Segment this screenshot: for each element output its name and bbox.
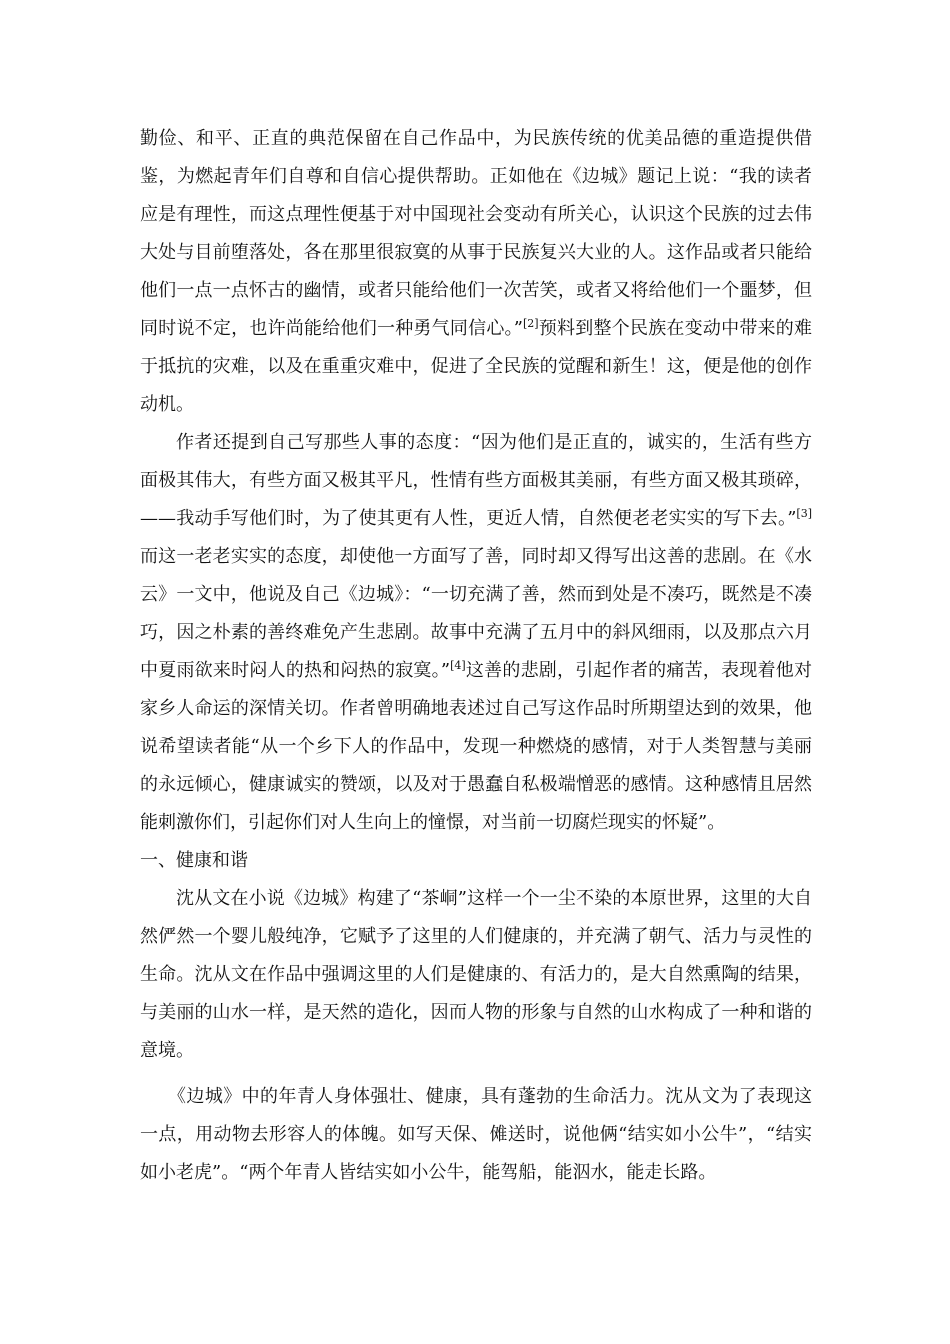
paragraph-text: 而这一老老实实的态度，却使他一方面写了善，同时却又得写出这善的悲剧。在《水云》一文中，他说及自己《边城》：“一切充满了善，然而到处是不凑巧，既然是不凑巧，因之朴素的善终难免产生悲剧。故事中充满了五月中的斜风细雨，以及那点六月中夏雨欲来时闷人的热和闷热的寂寞。” bbox=[140, 546, 812, 681]
paragraph-chadong-world: 沈从文在小说《边城》构建了“茶峒”这样一个一尘不染的本原世界，这里的大自然俨然一个婴儿般纯净，它赋予了这里的人们健康的，并充满了朝气、活力与灵性的生命。沈从文在作品中强调这里的人们是健康的、有活力的，是大自然熏陶的结果，与美丽的山水一样，是天然的造化，因而人物的形象与自然的山水构成了一种和谐的意境。 bbox=[140, 888, 812, 1061]
citation-ref: [4] bbox=[450, 659, 466, 672]
paragraph-creative-motive bbox=[140, 120, 812, 424]
paragraph-text: 勤俭、和平、正直的典范保留在自己作品中，为民族传统的优美品德的重造提供借鉴，为燃起青年们自尊和自信心提供帮助。正如他在《边城》题记上说：“我的读者应是有理性，而这点理性便基于对中国现社会变动有所关心，认识这个民族的过去伟大处与目前堕落处，各在那里很寂寞的从事于民族复兴大业的人。这作品或者只能给他们一点一点怀古的幽情，或者只能给他们一次苦笑，或者又将给他们一个噩梦，但同时说不定，也许尚能给他们一种勇气同信心。” bbox=[140, 128, 812, 339]
paragraph-text: 作者还提到自己写那些人事的态度：“因为他们是正直的，诚实的，生活有些方面极其伟大，有些方面又极其平凡，性情有些方面极其美丽，有些方面又极其琐碎，——我动手写他们时，为了使其更有人性，更近人情，自然便老老实实的写下去。” bbox=[140, 432, 812, 529]
paragraph-young-people: 《边城》中的年青人身体强壮、健康，具有蓬勃的生命活力。沈从文为了表现这一点，用动物去形容人的体魄。如写天保、傩送时，说他俩“结实如小公牛”，“结实如小老虎”。“两个年青人皆结实如小公牛，能驾船，能泅水，能走长路。 bbox=[140, 1086, 812, 1183]
citation-ref: [3] bbox=[796, 507, 812, 520]
paragraph-author-attitude bbox=[140, 424, 812, 842]
section-heading: 一、健康和谐 bbox=[140, 850, 248, 871]
citation-ref: [2] bbox=[523, 317, 539, 330]
paragraph-text: 这善的悲剧，引起作者的痛苦，表现着他对家乡人命运的深情关切。作者曾明确地表述过自己写这作品时所期望达到的效果，他说希望读者能“从一个乡下人的作品中，发现一种燃烧的感情，对于人类智慧与美丽的永远倾心，健康诚实的赞颂，以及对于愚蠢自私极端憎恶的感情。这种感情且居然能刺激你们，引起你们对人生向上的憧憬，对当前一切腐烂现实的怀疑”。 bbox=[140, 660, 812, 833]
document-page bbox=[140, 120, 812, 1192]
paragraph-text: 预料到整个民族在变动中带来的难于抵抗的灾难，以及在重重灾难中，促进了全民族的觉醒和新生！这，便是他的创作动机。 bbox=[140, 318, 813, 415]
